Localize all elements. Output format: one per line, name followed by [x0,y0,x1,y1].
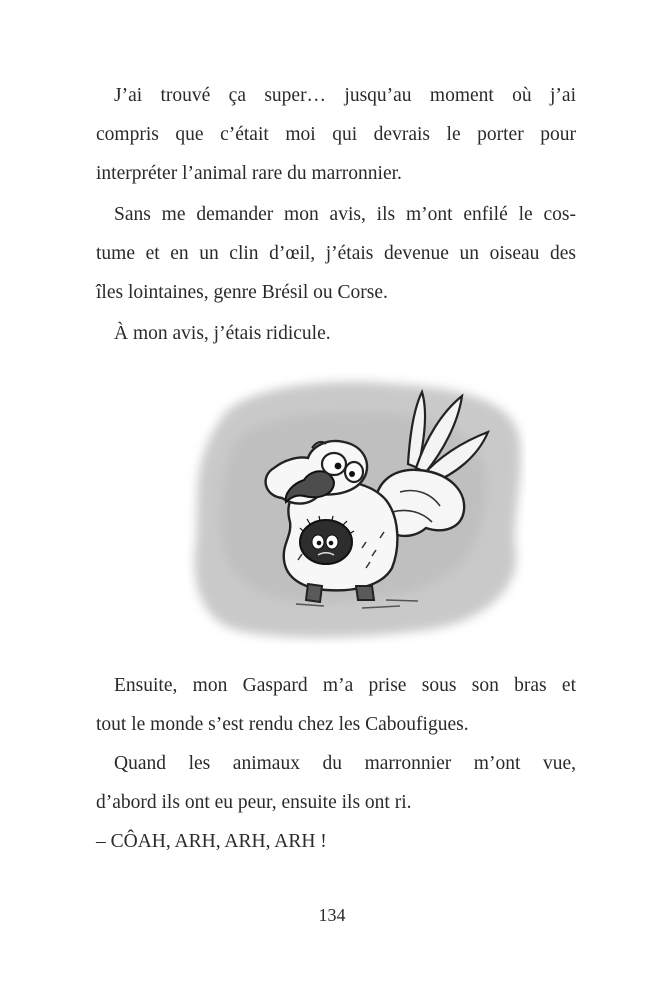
paragraph-6 [96,822,576,861]
text-line: tout le monde s’est rendu chez les Caboufigues. [96,714,469,735]
paragraph-5 [96,744,576,822]
text-line: À mon avis, j’étais ridicule. [114,323,331,344]
text-line: Quand les animaux du marronnier m’ont vue, [114,753,576,774]
bird-costume-illustration [186,372,526,644]
text-line: – CÔAH, ARH, ARH, ARH ! [96,831,327,852]
text-line: tume et en un clin d’œil, j’étais devenue un oiseau des [96,243,576,264]
paragraph-4 [96,666,576,744]
text-line: d’abord ils ont eu peur, ensuite ils ont ri. [96,792,412,813]
text-line: Ensuite, mon Gaspard m’a prise sous son bras et [114,675,576,696]
text-line: îles lointaines, genre Brésil ou Corse. [96,282,388,303]
paragraph-2 [96,195,576,312]
page-number: 134 [318,905,346,925]
left-eye [322,453,346,475]
paragraph-1 [96,76,576,193]
text-line: J’ai trouvé ça super… jusqu’au moment où j’ai [114,85,576,106]
paragraph-3 [96,314,576,353]
text-line: Sans me demander mon avis, ils m’ont enfilé le cos- [114,204,576,225]
text-line: compris que c’était moi qui devrais le porter pour [96,124,576,145]
text-line: interpréter l’animal rare du marronnier. [96,163,402,184]
